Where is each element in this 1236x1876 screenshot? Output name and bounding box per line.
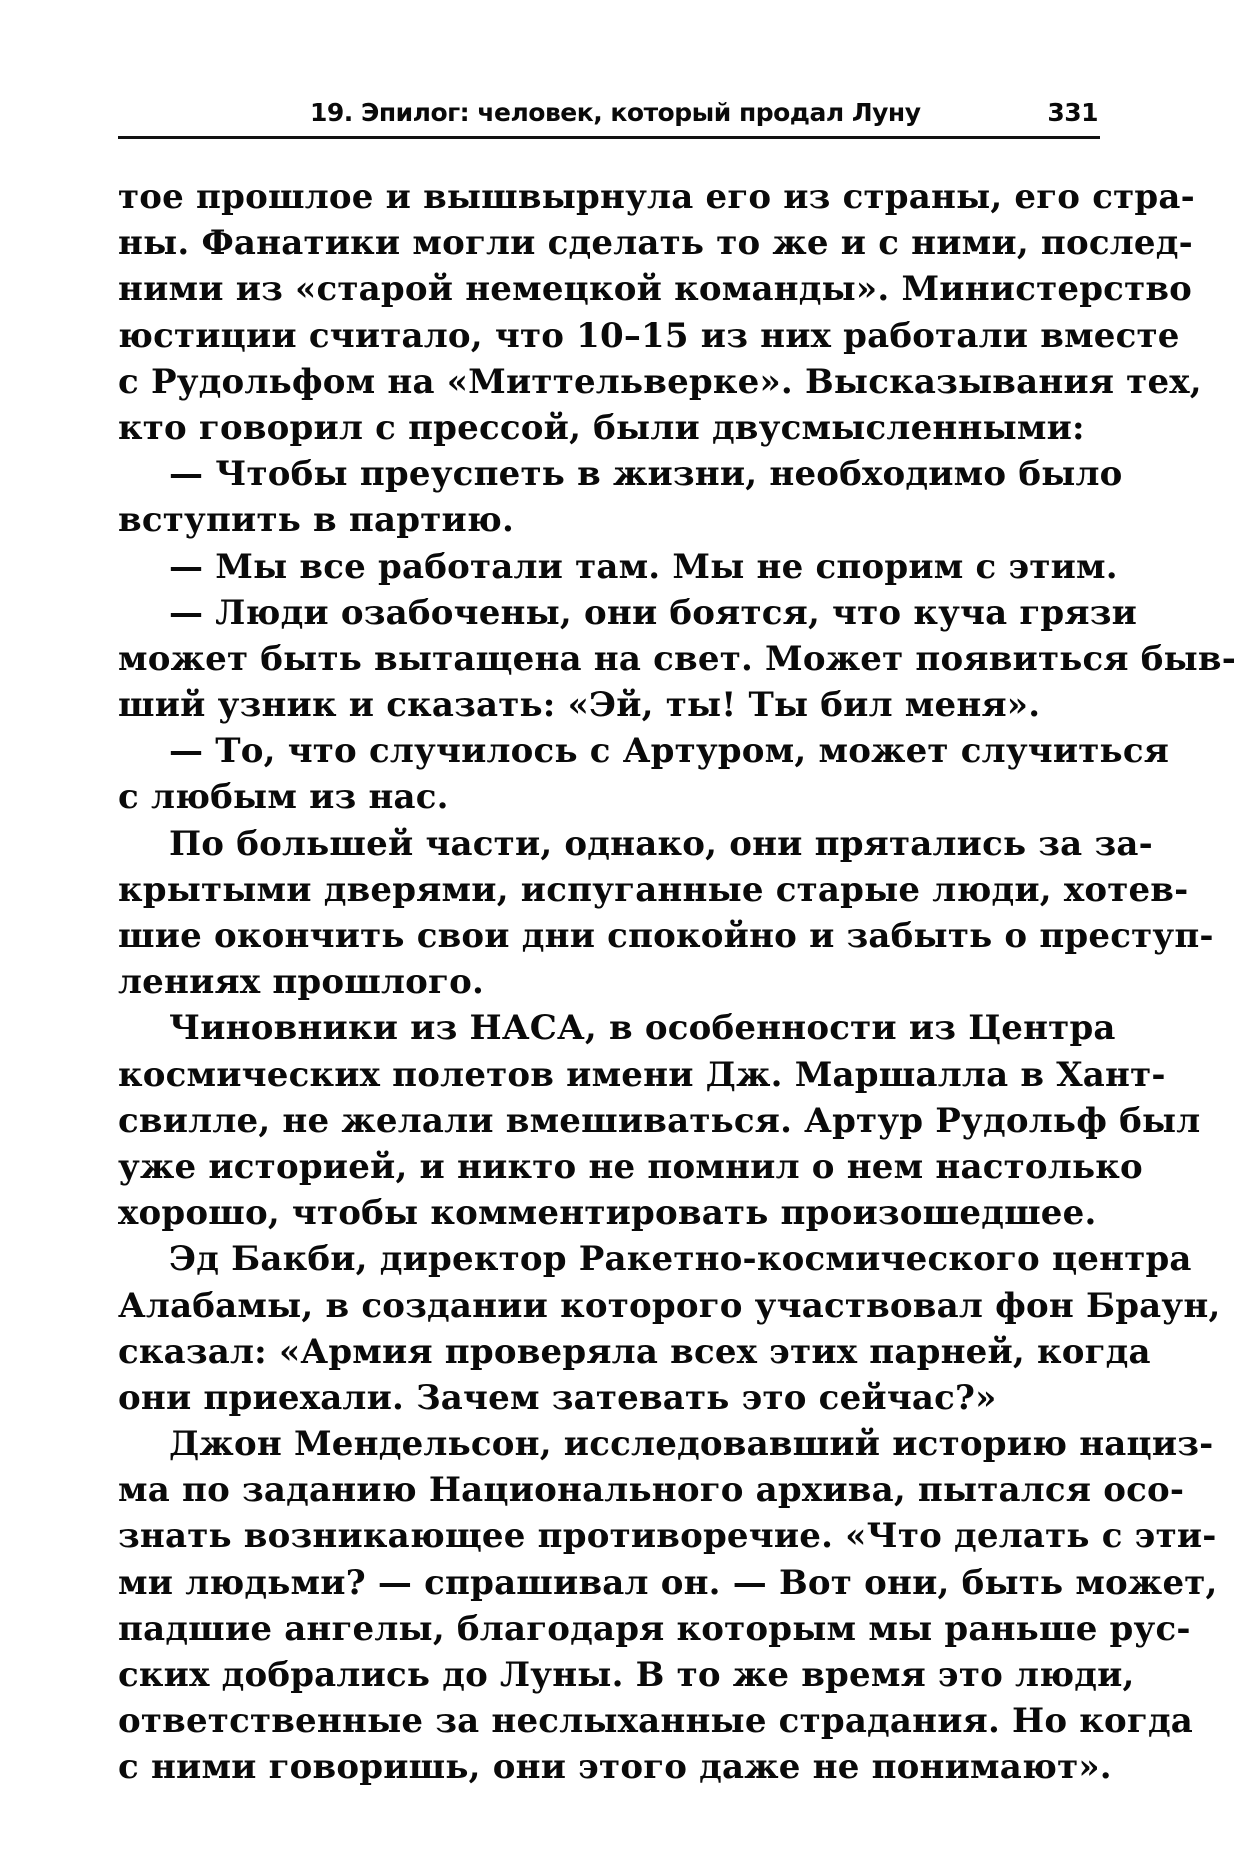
- text-line: сказал: «Армия проверяла всех этих парней, когда: [118, 1331, 1151, 1372]
- text-line: с Рудольфом на «Миттельверке». Высказывания тех,: [118, 361, 1202, 402]
- paragraph: [118, 590, 1236, 729]
- text-line: лениях прошлого.: [118, 962, 485, 1003]
- text-line: По большей части, однако, они прятались за за-: [169, 823, 1153, 864]
- paragraph: [118, 1236, 1221, 1421]
- text-line: — То, что случилось с Артуром, может случиться: [169, 731, 1170, 772]
- paragraph: [118, 821, 1214, 1006]
- text-line: ских добрались до Луны. В то же время это люди,: [118, 1655, 1135, 1695]
- text-line: хорошо, чтобы комментировать произошедшее.: [118, 1193, 1097, 1234]
- text-line: ответственные за неслыханные страдания. Но когда: [118, 1701, 1194, 1742]
- text-line: с любым из нас.: [118, 777, 449, 818]
- text-line: Джон Мендельсон, исследовавший историю нациз-: [169, 1424, 1214, 1465]
- chapter-title: 19. Эпилог: человек, который продал Луну: [310, 98, 921, 127]
- text-line: падшие ангелы, благодаря которым мы раньше рус-: [118, 1608, 1191, 1649]
- text-line: юстиции считало, что 10–15 из них работали вместе: [118, 315, 1180, 356]
- text-line: уже историей, и никто не помнил о нем настолько: [118, 1146, 1143, 1187]
- text-line: — Чтобы преуспеть в жизни, необходимо было: [169, 454, 1123, 495]
- text-line: тое прошлое и вышвырнула его из страны, его стра-: [118, 177, 1195, 217]
- paragraph: [118, 728, 1170, 820]
- text-line: может быть вытащена на свет. Может появиться быв-: [118, 638, 1236, 679]
- text-line: ший узник и сказать: «Эй, ты! Ты бил меня».: [118, 685, 1041, 726]
- paragraph: [118, 174, 1202, 451]
- paragraph: [118, 1005, 1201, 1236]
- text-line: ми людьми? — спрашивал он. — Вот они, быть может,: [118, 1562, 1218, 1603]
- text-line: Чиновники из НАСА, в особенности из Центра: [169, 1008, 1116, 1049]
- paragraph: [118, 544, 1118, 590]
- text-line: Эд Бакби, директор Ракетно-космического центра: [169, 1239, 1192, 1280]
- text-line: кто говорил с прессой, были двусмысленными:: [118, 407, 1085, 448]
- running-header: [118, 92, 1100, 139]
- text-line: — Мы все работали там. Мы не спорим с этим.: [169, 546, 1118, 587]
- body-text: [118, 174, 1236, 1791]
- paragraph: [118, 1421, 1218, 1791]
- text-line: — Люди озабочены, они боятся, что куча грязи: [169, 592, 1138, 633]
- text-line: ними из «старой немецкой команды». Министерство: [118, 269, 1193, 310]
- text-line: вступить в партию.: [118, 500, 514, 541]
- page-number: 331: [1047, 98, 1098, 127]
- text-line: ма по заданию Национального архива, пытался осо-: [118, 1470, 1185, 1511]
- text-line: ны. Фанатики могли сделать то же и с ними, послед-: [118, 223, 1193, 264]
- text-line: с ними говоришь, они этого даже не понимают».: [118, 1747, 1112, 1788]
- text-line: крытыми дверями, испуганные старые люди, хотев-: [118, 869, 1189, 910]
- paragraph: [118, 451, 1123, 543]
- text-line: свилле, не желали вмешиваться. Артур Рудольф был: [118, 1100, 1201, 1141]
- text-line: космических полетов имени Дж. Маршалла в Хант-: [118, 1054, 1166, 1095]
- text-line: Алабамы, в создании которого участвовал фон Браун,: [118, 1285, 1221, 1326]
- text-line: они приехали. Зачем затевать это сейчас?»: [118, 1377, 997, 1418]
- text-line: шие окончить свои дни спокойно и забыть о преступ-: [118, 916, 1214, 956]
- text-line: знать возникающее противоречие. «Что делать с эти-: [118, 1516, 1217, 1557]
